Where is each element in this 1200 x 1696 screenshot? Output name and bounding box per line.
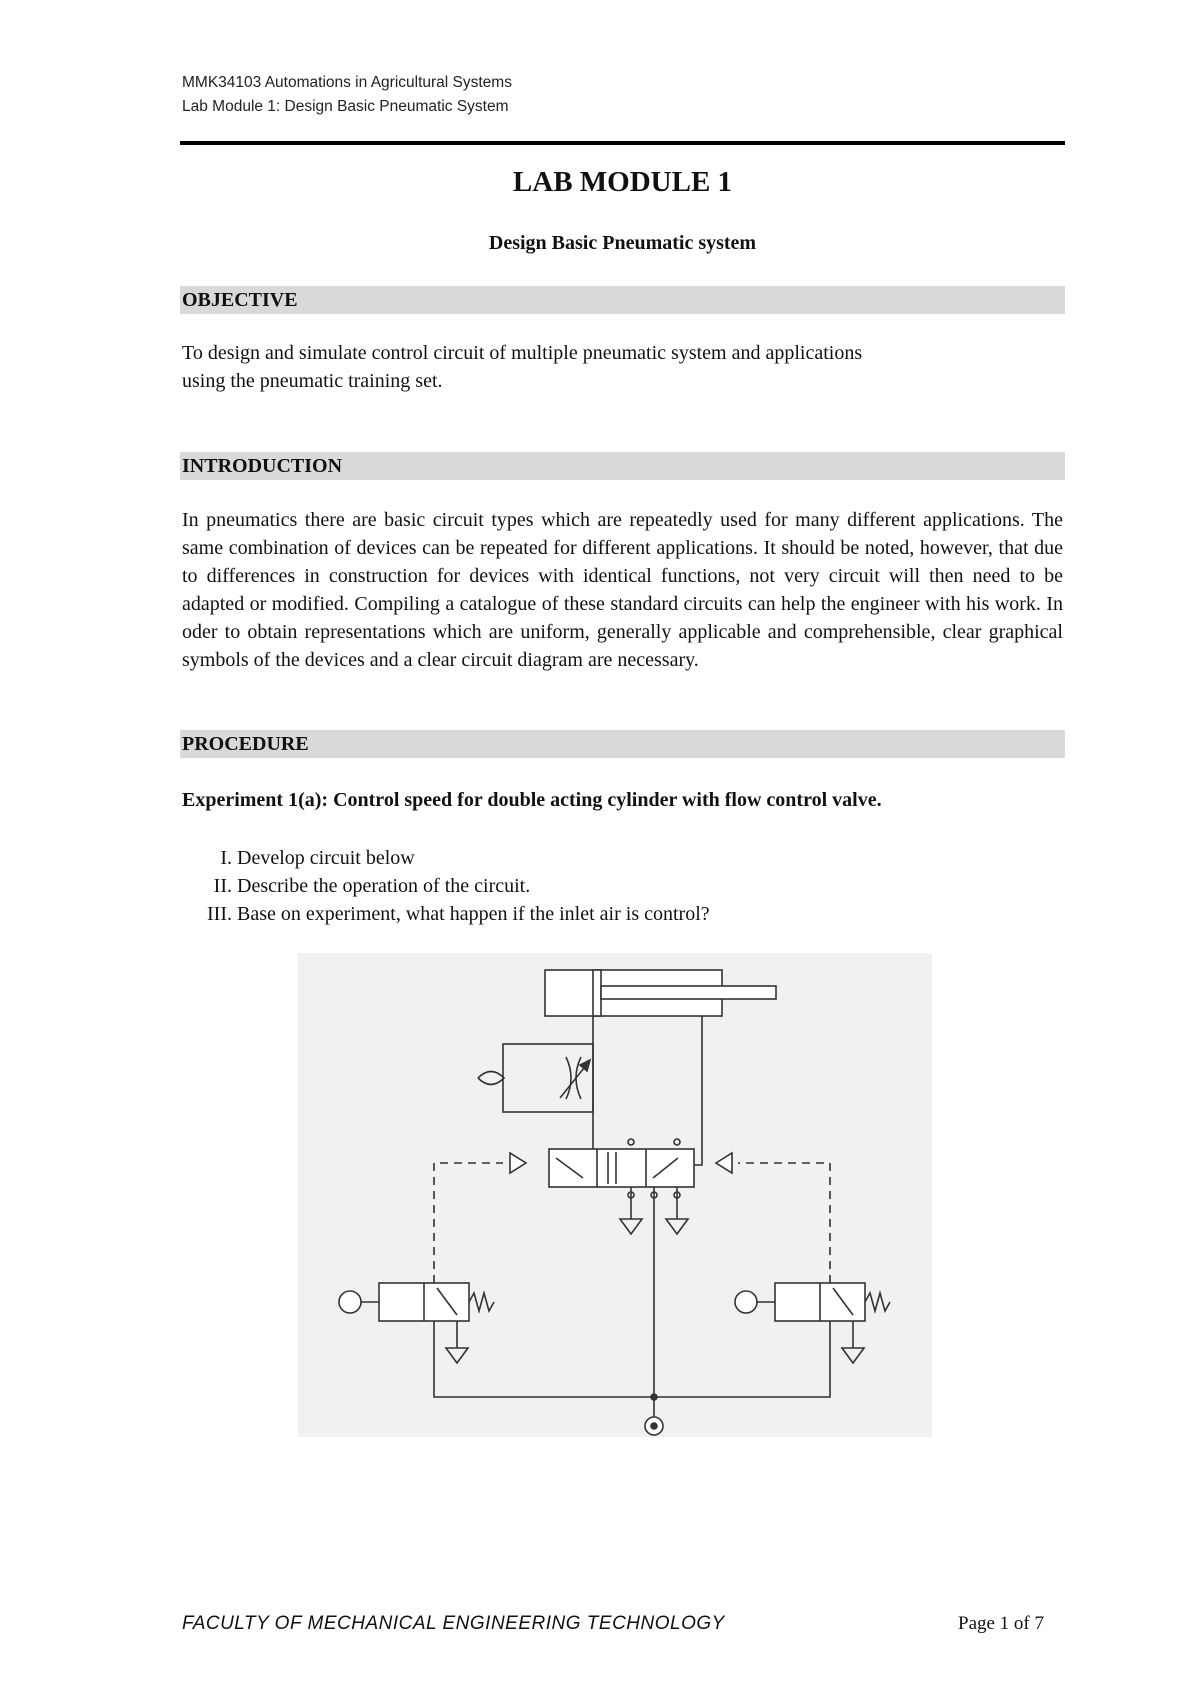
step-number: II.: [213, 875, 232, 897]
step-number: I.: [220, 847, 232, 869]
right-3-2-valve: [735, 1283, 890, 1363]
pneumatic-circuit-diagram: [298, 953, 932, 1437]
section-heading-procedure: PROCEDURE: [180, 730, 1065, 758]
header-course: MMK34103 Automations in Agricultural Systems: [182, 74, 512, 91]
left-3-2-valve: [339, 1283, 494, 1363]
page-subtitle: Design Basic Pneumatic system: [488, 232, 757, 254]
double-acting-cylinder: [545, 970, 776, 1016]
step-text: Develop circuit below: [237, 847, 415, 869]
section-heading-introduction: INTRODUCTION: [180, 452, 1065, 480]
footer-page-number: Page 1 of 7: [958, 1613, 1045, 1634]
supply-lines: [434, 1187, 830, 1435]
page-title: LAB MODULE 1: [512, 166, 733, 198]
objective-line-2: using the pneumatic training set.: [182, 370, 443, 392]
step-text: Describe the operation of the circuit.: [237, 875, 531, 897]
header-module: Lab Module 1: Design Basic Pneumatic System: [182, 98, 509, 115]
cylinder-lines: [593, 1016, 702, 1165]
experiment-title: Experiment 1(a): Control speed for double acting cylinder with flow control valve.: [182, 789, 882, 811]
header-rule: [180, 141, 1065, 145]
main-5-2-valve: [510, 1139, 732, 1187]
circuit-svg: [298, 953, 932, 1437]
introduction-text: In pneumatics there are basic circuit types which are repeatedly used for many different applications. The same combination of devices can be repeated for different applications. It should be noted, however, that due to differences in construction for devices with identical functions, not very circuit will then need to be adapted or modified. Compiling a catalogue of these standard circuits can help the engineer with his work. In oder to obtain representations which are uniform, generally applicable and comprehensible, clear graphical symbols of the devices and a clear circuit diagram are necessary.: [182, 509, 1063, 671]
objective-line-1: To design and simulate control circuit of multiple pneumatic system and applications: [182, 342, 863, 364]
flow-control-valve: [478, 1044, 593, 1112]
step-number: III.: [207, 903, 232, 925]
footer-faculty: FACULTY OF MECHANICAL ENGINEERING TECHNOLOGY: [182, 1613, 725, 1634]
step-text: Base on experiment, what happen if the inlet air is control?: [237, 903, 710, 925]
objective-text: [182, 339, 1063, 395]
section-heading-objective: OBJECTIVE: [180, 286, 1065, 314]
